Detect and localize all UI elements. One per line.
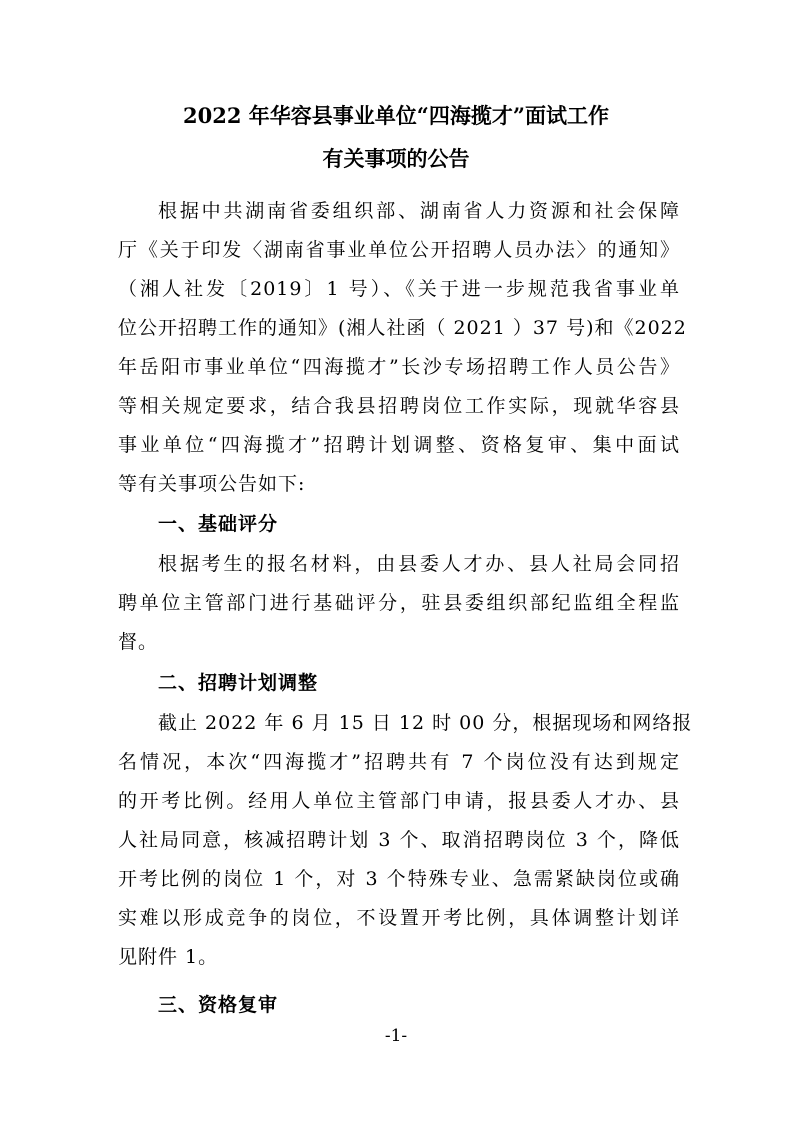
intro-line: 年岳阳市事业单位“四海揽才”长沙专场招聘工作人员公告》 — [118, 356, 680, 378]
section2-line: 人社局同意，核减招聘计划 3 个、取消招聘岗位 3 个，降低 — [118, 829, 680, 851]
page-number: -1- — [384, 1026, 408, 1046]
document-title-line-2: 有关事项的公告 — [322, 146, 470, 171]
section-heading-basic-scoring: 一、基础评分 — [158, 513, 279, 535]
section-heading-qualification-review: 三、资格复审 — [158, 994, 279, 1016]
intro-line: 厅《关于印发〈湖南省事业单位公开招聘人员办法〉的通知》 — [118, 239, 680, 261]
section-heading-plan-adjustment: 二、招聘计划调整 — [158, 672, 319, 694]
section1-line: 督。 — [118, 631, 159, 653]
section2-line: 实难以形成竞争的岗位，不设置开考比例，具体调整计划详 — [118, 907, 680, 929]
section2-line: 名情况，本次“四海揽才”招聘共有 7 个岗位没有达到规定 — [118, 751, 680, 773]
section2-line: 的开考比例。经用人单位主管部门申请，报县委人才办、县 — [118, 790, 680, 812]
intro-line: 事业单位“四海揽才”招聘计划调整、资格复审、集中面试 — [118, 434, 680, 456]
section2-line: 截止 2022 年 6 月 15 日 12 时 00 分，根据现场和网络报 — [158, 712, 693, 734]
intro-line: 根据中共湖南省委组织部、湖南省人力资源和社会保障 — [158, 200, 680, 222]
section1-line: 聘单位主管部门进行基础评分，驻县委组织部纪监组全程监 — [118, 592, 680, 614]
section2-line: 开考比例的岗位 1 个，对 3 个特殊专业、急需紧缺岗位或确 — [118, 868, 680, 890]
intro-line: 等相关规定要求，结合我县招聘岗位工作实际，现就华容县 — [118, 395, 680, 417]
section2-line: 见附件 1。 — [118, 946, 219, 968]
intro-line: 位公开招聘工作的通知》(湘人社函（ 2021 ）37 号)和《2022 — [118, 317, 687, 339]
intro-line: （湘人社发〔2019〕1 号）、《关于进一步规范我省事业单 — [118, 278, 680, 300]
section1-line: 根据考生的报名材料，由县委人才办、县人社局会同招 — [158, 553, 680, 575]
document-title-line-1: 2022 年华容县事业单位“四海揽才”面试工作 — [183, 103, 609, 128]
intro-line: 等有关事项公告如下: — [118, 473, 306, 495]
